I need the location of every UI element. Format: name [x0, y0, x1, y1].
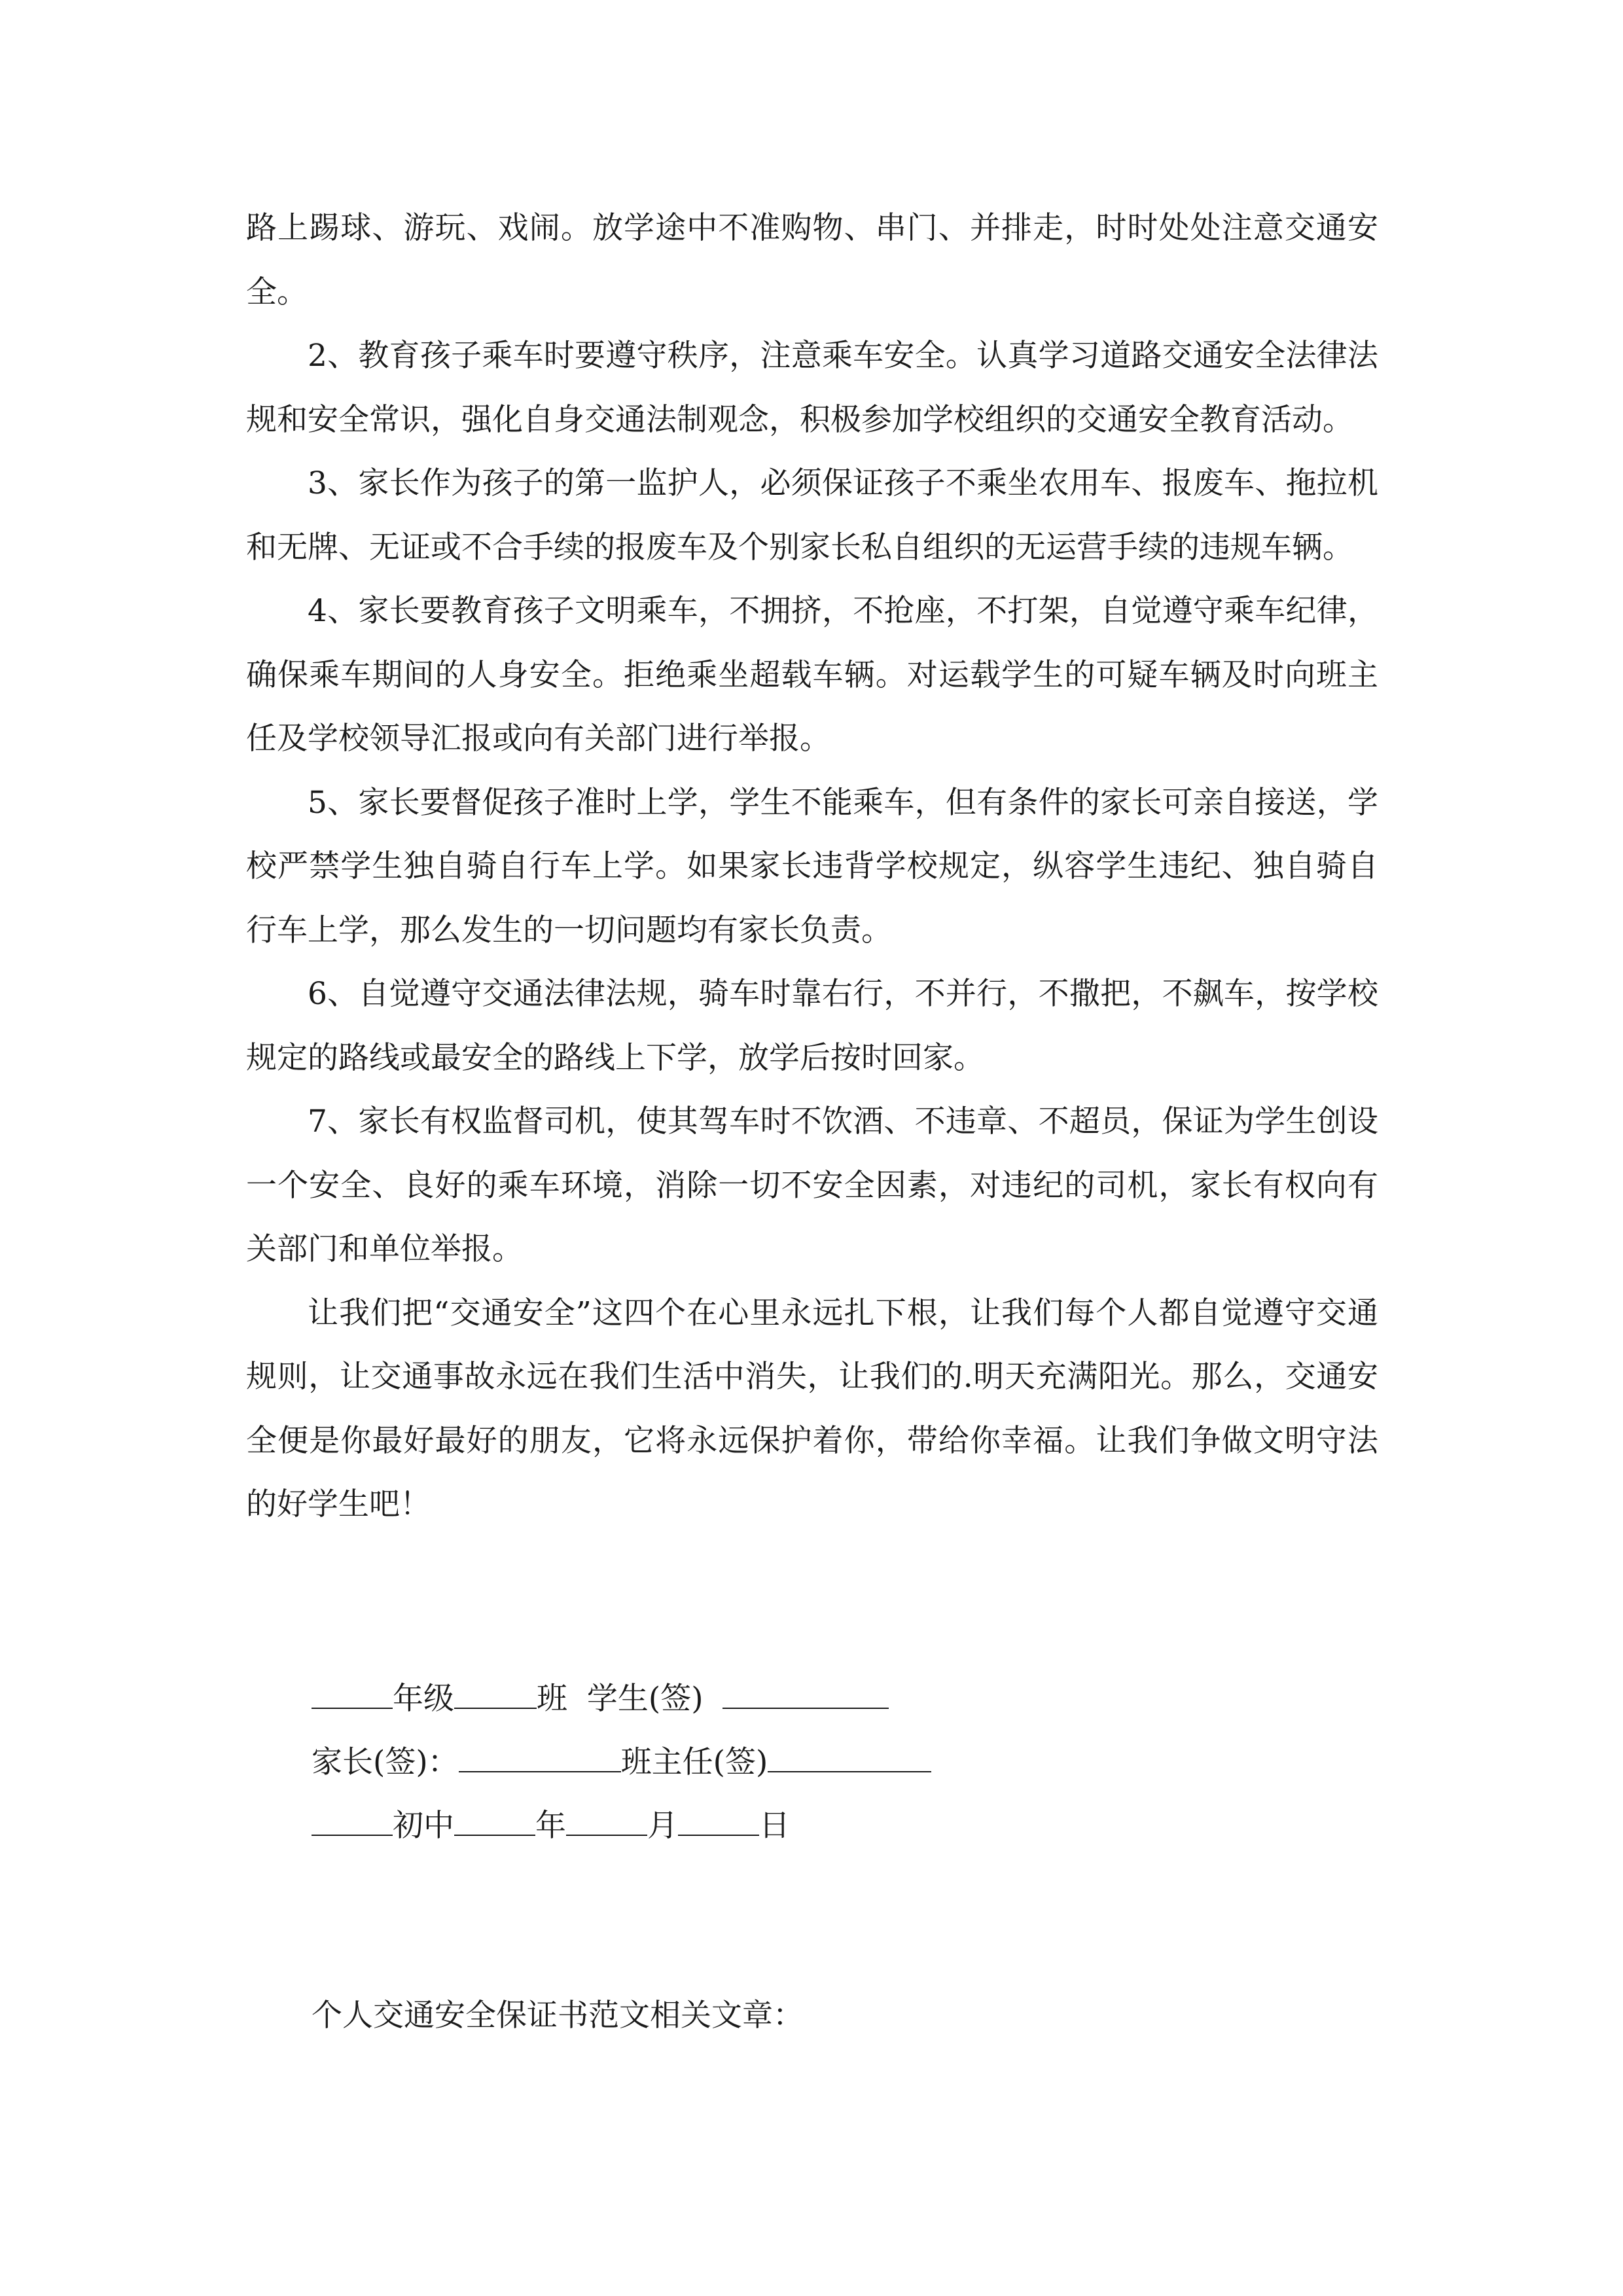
parent-sign-label: 家长(签)：: [312, 1744, 459, 1780]
teacher-sign-blank: [768, 1742, 931, 1772]
signature-line-parent: [312, 1742, 931, 1782]
teacher-sign-label: 班主任(签): [620, 1744, 768, 1780]
parent-sign-blank: [459, 1742, 621, 1772]
signature-line-student: [312, 1679, 889, 1719]
paragraph-item-4: 4、家长要教育孩子文明乘车，不拥挤，不抢座，不打架，自觉遵守乘车纪律，确保乘车期间的人身安全。拒绝乘坐超载车辆。对运载学生的可疑车辆及时向班主任及学校领导汇报或向有关部门进行举报。: [246, 593, 1378, 757]
related-articles-heading: 个人交通安全保证书范文相关文章：: [312, 1998, 804, 2034]
paragraph-continuation: 路上踢球、游玩、戏闹。放学途中不准购物、串门、并排走，时时处处注意交通安全。: [246, 210, 1378, 310]
year-label: 年: [535, 1808, 566, 1844]
school-blank: [312, 1806, 393, 1836]
class-blank: [454, 1679, 537, 1709]
school-label: 初中: [393, 1808, 454, 1844]
month-label: 月: [647, 1808, 678, 1844]
student-sign-blank: [722, 1679, 889, 1709]
paragraph-closing: 让我们把“交通安全”这四个在心里永远扎下根，让我们每个人都自觉遵守交通规则，让交通事故永远在我们生活中消失，让我们的.明天充满阳光。那么，交通安全便是你最好最好的朋友，它将永远保护着你，带给你幸福。让我们争做文明守法的好学生吧！: [246, 1295, 1378, 1522]
class-label: 班: [537, 1681, 567, 1717]
grade-label: 年级: [393, 1681, 454, 1717]
signature-line-date: [312, 1806, 790, 1846]
day-label: 日: [759, 1808, 790, 1844]
student-sign-label: 学生(签): [586, 1681, 704, 1717]
paragraph-item-7: 7、家长有权监督司机，使其驾车时不饮酒、不违章、不超员，保证为学生创设一个安全、良好的乘车环境，消除一切不安全因素，对违纪的司机，家长有权向有关部门和单位举报。: [246, 1103, 1378, 1267]
month-blank: [566, 1806, 647, 1836]
paragraph-item-2: 2、教育孩子乘车时要遵守秩序，注意乘车安全。认真学习道路交通安全法律法规和安全常识，强化自身交通法制观念，积极参加学校组织的交通安全教育活动。: [246, 338, 1378, 438]
paragraph-item-3: 3、家长作为孩子的第一监护人，必须保证孩子不乘坐农用车、报废车、拖拉机和无牌、无证或不合手续的报废车及个别家长私自组织的无运营手续的违规车辆。: [246, 465, 1378, 565]
year-blank: [454, 1806, 535, 1836]
paragraph-item-5: 5、家长要督促孩子准时上学，学生不能乘车，但有条件的家长可亲自接送，学校严禁学生独自骑自行车上学。如果家长违背学校规定，纵容学生违纪、独自骑自行车上学，那么发生的一切问题均有家长负责。: [246, 784, 1378, 948]
grade-blank: [312, 1679, 393, 1709]
paragraph-item-6: 6、自觉遵守交通法律法规，骑车时靠右行，不并行，不撒把，不飙车，按学校规定的路线或最安全的路线上下学，放学后按时回家。: [246, 976, 1378, 1076]
day-blank: [678, 1806, 759, 1836]
document-body: [246, 196, 1378, 1537]
